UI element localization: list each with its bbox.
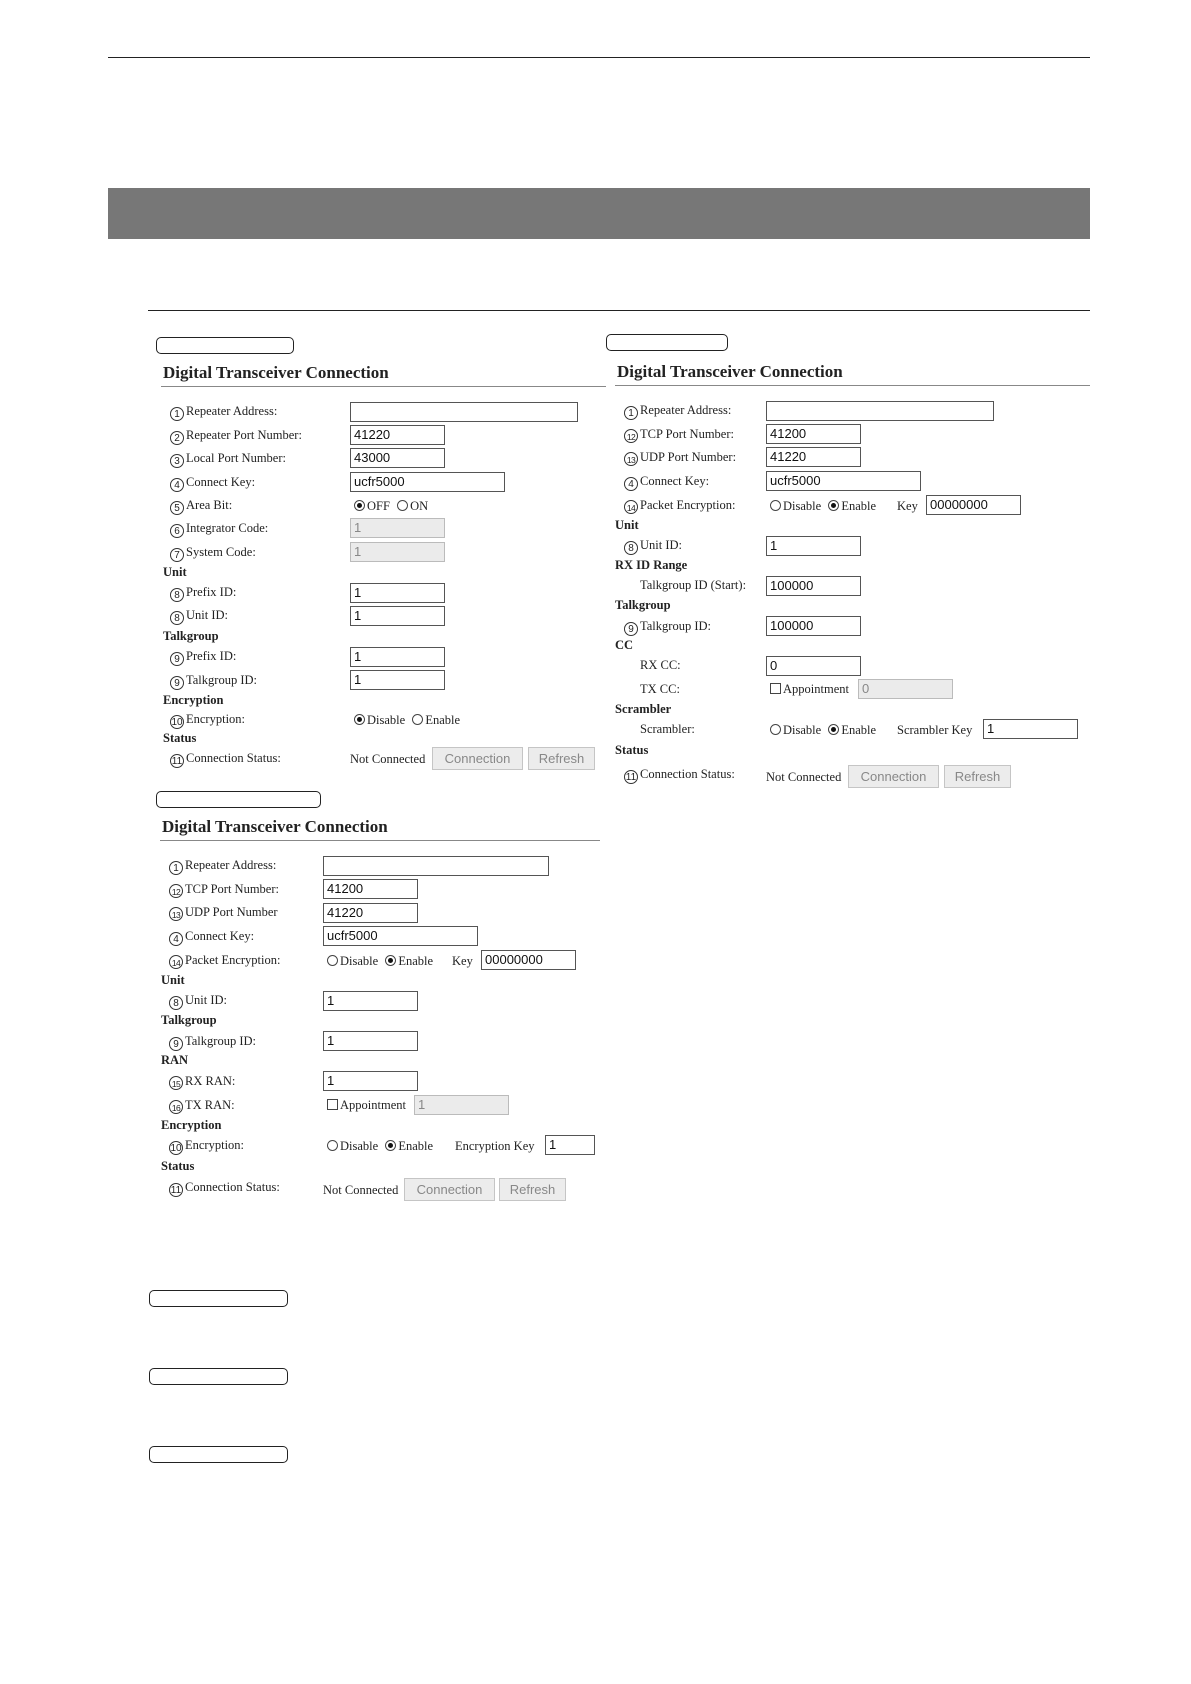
- section-unit: Unit: [615, 518, 639, 532]
- unit-id-input[interactable]: 1: [350, 606, 445, 626]
- packet-key-input[interactable]: 00000000: [481, 950, 576, 970]
- unit-prefix-input[interactable]: 1: [350, 583, 445, 603]
- scrambler-key-input[interactable]: 1: [983, 719, 1078, 739]
- area-bit-label: 5 Area Bit:: [170, 497, 232, 515]
- encryption-radios: Disable Enable: [327, 1138, 433, 1154]
- connection-button[interactable]: Connection: [848, 765, 939, 788]
- tg-start-input[interactable]: 100000: [766, 576, 861, 596]
- section-rx-id-range: RX ID Range: [615, 558, 688, 572]
- packet-encryption-enable-radio[interactable]: [385, 955, 396, 966]
- callout-number: 8: [624, 541, 638, 555]
- tx-ran-input: 1: [414, 1095, 509, 1115]
- tg-id-label: 9 Talkgroup ID:: [170, 672, 257, 690]
- unit-id-input[interactable]: 1: [323, 991, 418, 1011]
- note-tag-3: [149, 1446, 288, 1463]
- rx-ran-label: 15 RX RAN:: [169, 1073, 235, 1090]
- tx-ran-label: 16 TX RAN:: [169, 1097, 235, 1114]
- section-unit: Unit: [163, 565, 187, 579]
- callout-number: 14: [624, 500, 638, 514]
- scrambler-enable-radio[interactable]: [828, 724, 839, 735]
- section-unit: Unit: [161, 973, 185, 987]
- callout-number: 11: [170, 1185, 182, 1196]
- repeater-port-label: 2 Repeater Port Number:: [170, 427, 302, 445]
- connection-status-value: Not Connected: [350, 752, 426, 766]
- callout-number: 10: [170, 1143, 182, 1154]
- section-status: Status: [615, 743, 649, 757]
- tx-cc-input: 0: [858, 679, 953, 699]
- note-tag-1: [149, 1290, 288, 1307]
- tg-id-label: 9 Talkgroup ID:: [624, 618, 711, 636]
- tcp-port-label: 12 TCP Port Number:: [169, 881, 279, 898]
- panel-b-title: Digital Transceiver Connection: [617, 362, 843, 381]
- callout-number: 10: [171, 717, 183, 728]
- callout-number: 5: [170, 501, 184, 515]
- udp-port-label: 13 UDP Port Number: [169, 904, 278, 921]
- connection-status-value: Not Connected: [323, 1183, 399, 1197]
- tx-cc-appointment-checkbox[interactable]: [770, 683, 781, 694]
- connect-key-input[interactable]: ucfr5000: [350, 472, 505, 492]
- section-encryption: Encryption: [161, 1118, 222, 1132]
- tg-id-input[interactable]: 1: [350, 670, 445, 690]
- connect-key-label: 4 Connect Key:: [624, 473, 709, 491]
- area-bit-on-radio[interactable]: [397, 500, 408, 511]
- callout-number: 4: [169, 932, 183, 946]
- tg-prefix-label: 9 Prefix ID:: [170, 648, 236, 666]
- local-port-label: 3 Local Port Number:: [170, 450, 286, 468]
- connection-button[interactable]: Connection: [432, 747, 523, 770]
- tcp-port-input[interactable]: 41200: [766, 424, 861, 444]
- connect-key-input[interactable]: ucfr5000: [323, 926, 478, 946]
- connect-key-input[interactable]: ucfr5000: [766, 471, 921, 491]
- repeater-address-input[interactable]: [323, 856, 549, 876]
- packet-key-label: Key: [452, 954, 473, 968]
- section-talkgroup: Talkgroup: [161, 1013, 217, 1027]
- tg-id-label: 9 Talkgroup ID:: [169, 1033, 256, 1051]
- area-bit-off-radio[interactable]: [354, 500, 365, 511]
- callout-number: 9: [169, 1037, 183, 1051]
- connect-key-label: 4 Connect Key:: [169, 928, 254, 946]
- udp-port-input[interactable]: 41220: [766, 447, 861, 467]
- panel-c-tag: [156, 791, 321, 808]
- callout-number: 4: [624, 477, 638, 491]
- section-banner: [108, 188, 1090, 239]
- integrator-code-label: 6 Integrator Code:: [170, 520, 268, 538]
- note-tag-2: [149, 1368, 288, 1385]
- repeater-address-input[interactable]: [766, 401, 994, 421]
- tcp-port-input[interactable]: 41200: [323, 879, 418, 899]
- callout-number: 12: [169, 884, 183, 898]
- repeater-address-input[interactable]: [350, 402, 578, 422]
- tg-start-label: Talkgroup ID (Start):: [640, 578, 747, 592]
- rx-cc-input[interactable]: 0: [766, 656, 861, 676]
- tg-id-input[interactable]: 100000: [766, 616, 861, 636]
- encryption-key-input[interactable]: 1: [545, 1135, 595, 1155]
- system-code-label: 7 System Code:: [170, 544, 256, 562]
- packet-encryption-radios: Disable Enable: [770, 498, 876, 514]
- panel-b-tag: [606, 334, 728, 351]
- unit-id-label: 8 Unit ID:: [624, 537, 682, 555]
- rx-cc-label: RX CC:: [640, 658, 681, 672]
- callout-number: 13: [169, 907, 183, 921]
- callout-number: 8: [169, 996, 183, 1010]
- packet-encryption-enable-radio[interactable]: [828, 500, 839, 511]
- encryption-radios: Disable Enable: [354, 712, 460, 728]
- callout-number: 1: [170, 407, 184, 421]
- callout-number: 8: [170, 611, 184, 625]
- tx-ran-appointment: Appointment: [327, 1097, 406, 1113]
- callout-number: 1: [624, 406, 638, 420]
- udp-port-input[interactable]: 41220: [323, 903, 418, 923]
- panel-a-title-rule: [161, 386, 606, 387]
- panel-c-title-rule: [160, 840, 600, 841]
- section-scrambler: Scrambler: [615, 702, 672, 716]
- section-ran: RAN: [161, 1053, 189, 1067]
- callout-number: 1: [169, 861, 183, 875]
- section-talkgroup: Talkgroup: [163, 629, 219, 643]
- callout-number: 7: [170, 548, 184, 562]
- callout-number: 15: [169, 1076, 183, 1090]
- panel-c-title: Digital Transceiver Connection: [162, 817, 388, 836]
- callout-number: 6: [170, 524, 184, 538]
- connection-button[interactable]: Connection: [404, 1178, 495, 1201]
- encryption-key-label: Encryption Key: [455, 1139, 535, 1153]
- encryption-enable-radio[interactable]: [385, 1140, 396, 1151]
- packet-key-label: Key: [897, 499, 918, 513]
- callout-number: 9: [170, 676, 184, 690]
- repeater-port-input[interactable]: 41220: [350, 425, 445, 445]
- refresh-button[interactable]: Refresh: [528, 747, 595, 770]
- panel-a-tag: [156, 337, 294, 354]
- callout-number: 11: [171, 756, 183, 767]
- tx-cc-label: TX CC:: [640, 682, 680, 696]
- connect-key-label: 4 Connect Key:: [170, 474, 255, 492]
- repeater-address-label: 1 Repeater Address:: [624, 402, 731, 420]
- tx-cc-appointment: Appointment: [770, 681, 849, 697]
- callout-number: 4: [170, 478, 184, 492]
- section-encryption: Encryption: [163, 693, 224, 707]
- callout-number: 13: [624, 452, 638, 466]
- packet-encryption-label: 14 Packet Encryption:: [624, 497, 735, 514]
- unit-id-input[interactable]: 1: [766, 536, 861, 556]
- section-status: Status: [163, 731, 197, 745]
- panel-b-title-rule: [615, 385, 1090, 386]
- encryption-enable-radio[interactable]: [412, 714, 423, 725]
- unit-id-label: 8 Unit ID:: [169, 992, 227, 1010]
- callout-number: 3: [170, 454, 184, 468]
- system-code-input: 1: [350, 542, 445, 562]
- scrambler-key-label: Scrambler Key: [897, 723, 973, 737]
- scrambler-disable-radio[interactable]: [770, 724, 781, 735]
- encryption-label: 10 Encryption:: [171, 712, 246, 728]
- repeater-address-label: 1 Repeater Address:: [169, 857, 276, 875]
- refresh-button[interactable]: Refresh: [499, 1178, 566, 1201]
- packet-key-input[interactable]: 00000000: [926, 495, 1021, 515]
- callout-number: 9: [170, 652, 184, 666]
- top-rule: [108, 57, 1090, 58]
- connection-status-label: 11 Connection Status:: [170, 1180, 280, 1196]
- area-bit-radios: OFF ON: [354, 498, 428, 514]
- local-port-input[interactable]: 43000: [350, 448, 445, 468]
- packet-encryption-label: 14 Packet Encryption:: [169, 952, 280, 969]
- repeater-address-label: 1 Repeater Address:: [170, 403, 277, 421]
- subsection-rule: [148, 310, 1090, 311]
- tx-ran-appointment-checkbox[interactable]: [327, 1099, 338, 1110]
- unit-id-label: 8 Unit ID:: [170, 607, 228, 625]
- packet-encryption-disable-radio[interactable]: [327, 955, 338, 966]
- scrambler-radios: Disable Enable: [770, 722, 876, 738]
- panel-a-title: Digital Transceiver Connection: [163, 363, 389, 382]
- encryption-label: 10 Encryption:: [170, 1138, 245, 1154]
- connection-status-label: 11 Connection Status:: [171, 751, 281, 767]
- callout-number: 8: [170, 588, 184, 602]
- rx-ran-input[interactable]: 1: [323, 1071, 418, 1091]
- callout-number: 2: [170, 431, 184, 445]
- scrambler-label: Scrambler:: [640, 722, 695, 736]
- packet-encryption-disable-radio[interactable]: [770, 500, 781, 511]
- udp-port-label: 13 UDP Port Number:: [624, 449, 736, 466]
- encryption-disable-radio[interactable]: [354, 714, 365, 725]
- callout-number: 11: [625, 772, 637, 783]
- refresh-button[interactable]: Refresh: [944, 765, 1011, 788]
- section-status: Status: [161, 1159, 195, 1173]
- tcp-port-label: 12 TCP Port Number:: [624, 426, 734, 443]
- encryption-disable-radio[interactable]: [327, 1140, 338, 1151]
- packet-encryption-radios: Disable Enable: [327, 953, 433, 969]
- callout-number: 14: [169, 955, 183, 969]
- integrator-code-input: 1: [350, 518, 445, 538]
- callout-number: 12: [624, 429, 638, 443]
- tg-prefix-input[interactable]: 1: [350, 647, 445, 667]
- callout-number: 16: [169, 1100, 183, 1114]
- section-talkgroup: Talkgroup: [615, 598, 671, 612]
- connection-status-label: 11 Connection Status:: [625, 767, 735, 783]
- section-cc: CC: [615, 638, 634, 652]
- unit-prefix-label: 8 Prefix ID:: [170, 584, 236, 602]
- tg-id-input[interactable]: 1: [323, 1031, 418, 1051]
- callout-number: 9: [624, 622, 638, 636]
- connection-status-value: Not Connected: [766, 770, 842, 784]
